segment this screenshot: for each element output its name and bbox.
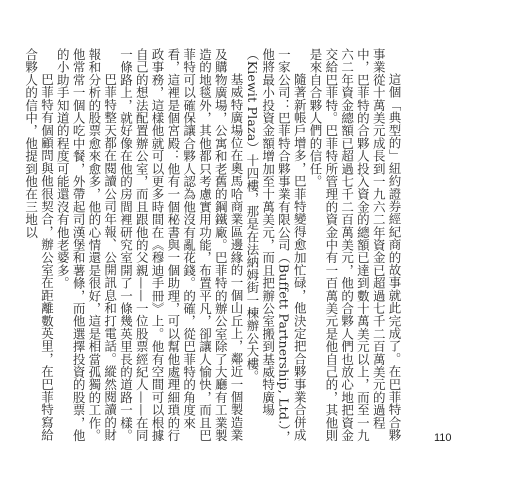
- vertical-text-block: [23, 48, 402, 448]
- page-number: 110: [434, 432, 452, 444]
- paragraph-4: 巴菲特整天都在閱讀公司年報、公開訊息和打電話。縱然閱讀的財報和分析的股票愈來愈多，他的心情還是很好，這是相當孤獨的工作。他常常一個人吃中餐，外帶起司漢堡和薯條，而他選擇投資的股票，他的小助手知道的程度可能還沒有他老婆多。: [55, 48, 118, 442]
- paragraph-5: 巴菲特有個顧問與他很契合，辦公室在距離數英里，在巴菲特寫給合夥人的信中，他提到他在三地以: [23, 48, 55, 442]
- paragraph-2: 隨著新帳戶增多，巴菲特變得愈加忙碌，他決定把合夥事業合併成一家公司：巴菲特合夥事業有限公司（Buffett Partnership, Ltd.），他將最小投資金額增加至十萬美元，而且把辦公室搬到基威特廣場（Kiewit Plaza）十四樓，那是在法納姆街一棟辦公大樓。: [244, 48, 308, 444]
- paragraph-1: 這個「典型的」紐約證券經紀商的故事就此完成了。在巴菲特合夥事業從十萬美元成長到一九六二年資金已超過七千二百萬美元的過程中，巴菲特的合夥人投入資金的總額已達到數十萬美元以上，而至一九六二年資金總額已超過七千二百萬美元，他的合夥人們也放心地把資金交給巴菲特。巴菲特所管理的資金中有一百萬美元是他自己的，其他則是來自合夥人們的信任。: [308, 48, 402, 442]
- paragraph-3: 基威特廣場位在奧馬哈商業區邊緣的一個山丘上，鄰近一個製造業及購物廣場，公寓和老舊的鋼鐵廠。巴菲特的辦公室除了大廳有工業製造的地毯外，其他都只考慮實用功能，布置平凡，卻讓人愉快，而且巴菲特可以確保讓合夥人認為他沒有亂花錢。的確，從巴菲特的角度來看，這裡是個宮殿：他有一個秘書與一個助理，可以幫他處理細瑣的行政事務，這樣他就可以更多時間在《穆迪手冊》上。他有空間可以根據自己的想法配置辦公室，而且跟他的父親——一位股票經紀人——在同一條路上，就好像在他的房間裡研究室開了一條幾英里長的道路一樣。: [118, 48, 245, 442]
